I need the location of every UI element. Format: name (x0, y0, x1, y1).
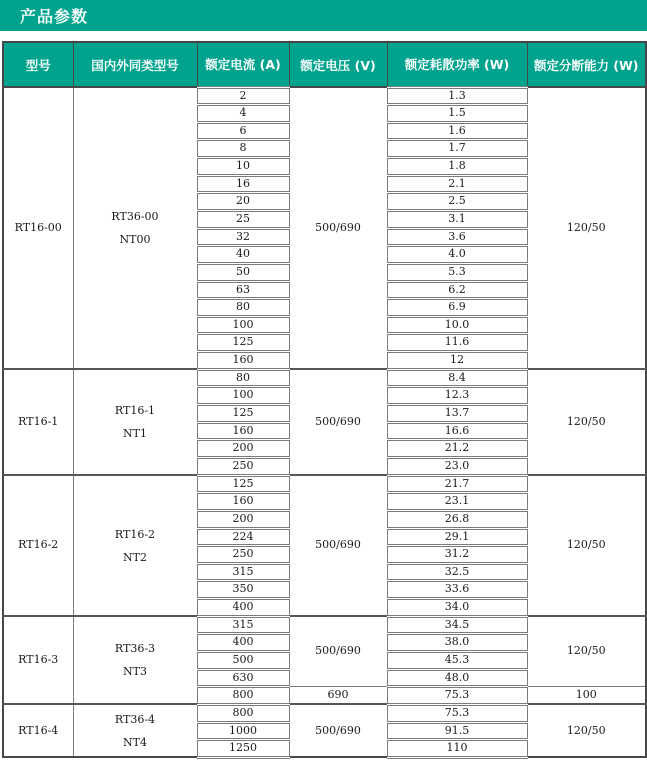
equivalent-model-line: NT4 (123, 735, 147, 749)
model-cell: RT16-4 (3, 704, 73, 757)
table-row (3, 369, 646, 387)
power-dissipation-cell: 23.1 (387, 493, 527, 511)
power-dissipation-cell: 75.3 (387, 687, 527, 705)
equivalent-model-line: NT00 (119, 233, 151, 247)
equivalent-model-line: RT36-4 (114, 712, 156, 726)
power-dissipation-cell: 21.7 (387, 475, 527, 493)
rated-current-cell: 350 (197, 581, 289, 599)
rated-current-cell: 32 (197, 228, 289, 246)
power-dissipation-cell: 33.6 (387, 581, 527, 599)
rated-current-cell: 500 (197, 652, 289, 670)
rated-current-cell: 80 (197, 369, 289, 387)
power-dissipation-cell: 38.0 (387, 634, 527, 652)
rated-current-cell: 6 (197, 122, 289, 140)
power-dissipation-cell: 1.3 (387, 87, 527, 105)
rated-current-cell: 160 (197, 352, 289, 370)
power-dissipation-cell: 48.0 (387, 669, 527, 687)
breaking-capacity-cell: 120/50 (527, 704, 646, 757)
equivalent-model-line: RT16-2 (114, 527, 156, 541)
power-dissipation-cell: 13.7 (387, 405, 527, 423)
rated-current-cell: 630 (197, 669, 289, 687)
rated-current-cell: 63 (197, 281, 289, 299)
equivalent-model-cell (73, 369, 197, 475)
rated-current-cell: 250 (197, 546, 289, 564)
table-container (0, 31, 647, 761)
power-dissipation-cell: 34.0 (387, 599, 527, 617)
rated-current-cell: 20 (197, 193, 289, 211)
power-dissipation-cell: 75.3 (387, 704, 527, 722)
rated-current-cell: 315 (197, 616, 289, 634)
equivalent-model-line: RT36-3 (114, 642, 156, 656)
power-dissipation-cell: 110 (387, 740, 527, 758)
equivalent-model-cell (73, 475, 197, 616)
rated-current-cell: 125 (197, 334, 289, 352)
rated-current-cell: 100 (197, 387, 289, 405)
rated-voltage-cell: 690 (289, 687, 387, 705)
column-header-voltage: 额定电压 (V) (289, 42, 387, 87)
rated-voltage-cell: 500/690 (289, 616, 387, 687)
equivalent-model-line: RT36-00 (111, 210, 159, 224)
rated-current-cell: 10 (197, 158, 289, 176)
power-dissipation-cell: 6.2 (387, 281, 527, 299)
power-dissipation-cell: 31.2 (387, 546, 527, 564)
rated-current-cell: 4 (197, 105, 289, 123)
rated-current-cell: 800 (197, 687, 289, 705)
breaking-capacity-cell: 100 (527, 687, 646, 705)
rated-current-cell: 400 (197, 599, 289, 617)
power-dissipation-cell: 1.5 (387, 105, 527, 123)
equivalent-model-line: NT2 (123, 550, 147, 564)
rated-voltage-cell: 500/690 (289, 704, 387, 757)
column-header-power: 额定耗散功率 (W) (387, 42, 527, 87)
rated-current-cell: 200 (197, 510, 289, 528)
rated-current-cell: 8 (197, 140, 289, 158)
table-row (3, 616, 646, 634)
rated-current-cell: 250 (197, 457, 289, 475)
rated-current-cell: 125 (197, 475, 289, 493)
rated-voltage-cell: 500/690 (289, 369, 387, 475)
rated-current-cell: 224 (197, 528, 289, 546)
breaking-capacity-cell: 120/50 (527, 475, 646, 616)
rated-voltage-cell: 500/690 (289, 475, 387, 616)
power-dissipation-cell: 45.3 (387, 652, 527, 670)
table-body (3, 87, 646, 757)
power-dissipation-cell: 29.1 (387, 528, 527, 546)
rated-current-cell: 200 (197, 440, 289, 458)
power-dissipation-cell: 16.6 (387, 422, 527, 440)
rated-current-cell: 25 (197, 210, 289, 228)
rated-current-cell: 160 (197, 422, 289, 440)
rated-current-cell: 2 (197, 87, 289, 105)
rated-current-cell: 400 (197, 634, 289, 652)
power-dissipation-cell: 23.0 (387, 457, 527, 475)
rated-current-cell: 100 (197, 316, 289, 334)
power-dissipation-cell: 2.5 (387, 193, 527, 211)
power-dissipation-cell: 32.5 (387, 563, 527, 581)
power-dissipation-cell: 1.8 (387, 158, 527, 176)
table-header-row (3, 42, 646, 87)
rated-current-cell: 80 (197, 299, 289, 317)
column-header-breaking: 额定分断能力 (W) (527, 42, 646, 87)
column-header-model: 型号 (3, 42, 73, 87)
power-dissipation-cell: 91.5 (387, 722, 527, 740)
power-dissipation-cell: 34.5 (387, 616, 527, 634)
page-title-bar (0, 0, 647, 31)
rated-current-cell: 40 (197, 246, 289, 264)
breaking-capacity-cell: 120/50 (527, 369, 646, 475)
table-row (3, 87, 646, 105)
page-title: 产品参数 (20, 7, 89, 26)
equivalent-model-line: NT1 (123, 427, 147, 441)
equivalent-model-cell (73, 616, 197, 704)
power-dissipation-cell: 6.9 (387, 299, 527, 317)
rated-current-cell: 1250 (197, 740, 289, 758)
power-dissipation-cell: 3.6 (387, 228, 527, 246)
model-cell: RT16-2 (3, 475, 73, 616)
equivalent-model-line: NT3 (123, 665, 147, 679)
power-dissipation-cell: 1.7 (387, 140, 527, 158)
power-dissipation-cell: 11.6 (387, 334, 527, 352)
model-cell: RT16-3 (3, 616, 73, 704)
power-dissipation-cell: 12 (387, 352, 527, 370)
power-dissipation-cell: 4.0 (387, 246, 527, 264)
equivalent-model-cell (73, 704, 197, 757)
model-cell: RT16-1 (3, 369, 73, 475)
rated-current-cell: 800 (197, 704, 289, 722)
table-header (3, 42, 646, 87)
model-cell: RT16-00 (3, 87, 73, 369)
power-dissipation-cell: 2.1 (387, 175, 527, 193)
table-row (3, 704, 646, 722)
rated-current-cell: 1000 (197, 722, 289, 740)
equivalent-model-line: RT16-1 (114, 404, 156, 418)
power-dissipation-cell: 8.4 (387, 369, 527, 387)
power-dissipation-cell: 3.1 (387, 210, 527, 228)
power-dissipation-cell: 1.6 (387, 122, 527, 140)
rated-current-cell: 16 (197, 175, 289, 193)
column-header-equivalent: 国内外同类型号 (73, 42, 197, 87)
power-dissipation-cell: 21.2 (387, 440, 527, 458)
power-dissipation-cell: 5.3 (387, 263, 527, 281)
breaking-capacity-cell: 120/50 (527, 616, 646, 687)
table-row (3, 475, 646, 493)
rated-current-cell: 125 (197, 405, 289, 423)
rated-current-cell: 50 (197, 263, 289, 281)
breaking-capacity-cell: 120/50 (527, 87, 646, 369)
rated-current-cell: 160 (197, 493, 289, 511)
power-dissipation-cell: 12.3 (387, 387, 527, 405)
power-dissipation-cell: 10.0 (387, 316, 527, 334)
power-dissipation-cell: 26.8 (387, 510, 527, 528)
rated-current-cell: 315 (197, 563, 289, 581)
equivalent-model-cell (73, 87, 197, 369)
product-parameters-table (2, 41, 647, 759)
rated-voltage-cell: 500/690 (289, 87, 387, 369)
column-header-current: 额定电流 (A) (197, 42, 289, 87)
